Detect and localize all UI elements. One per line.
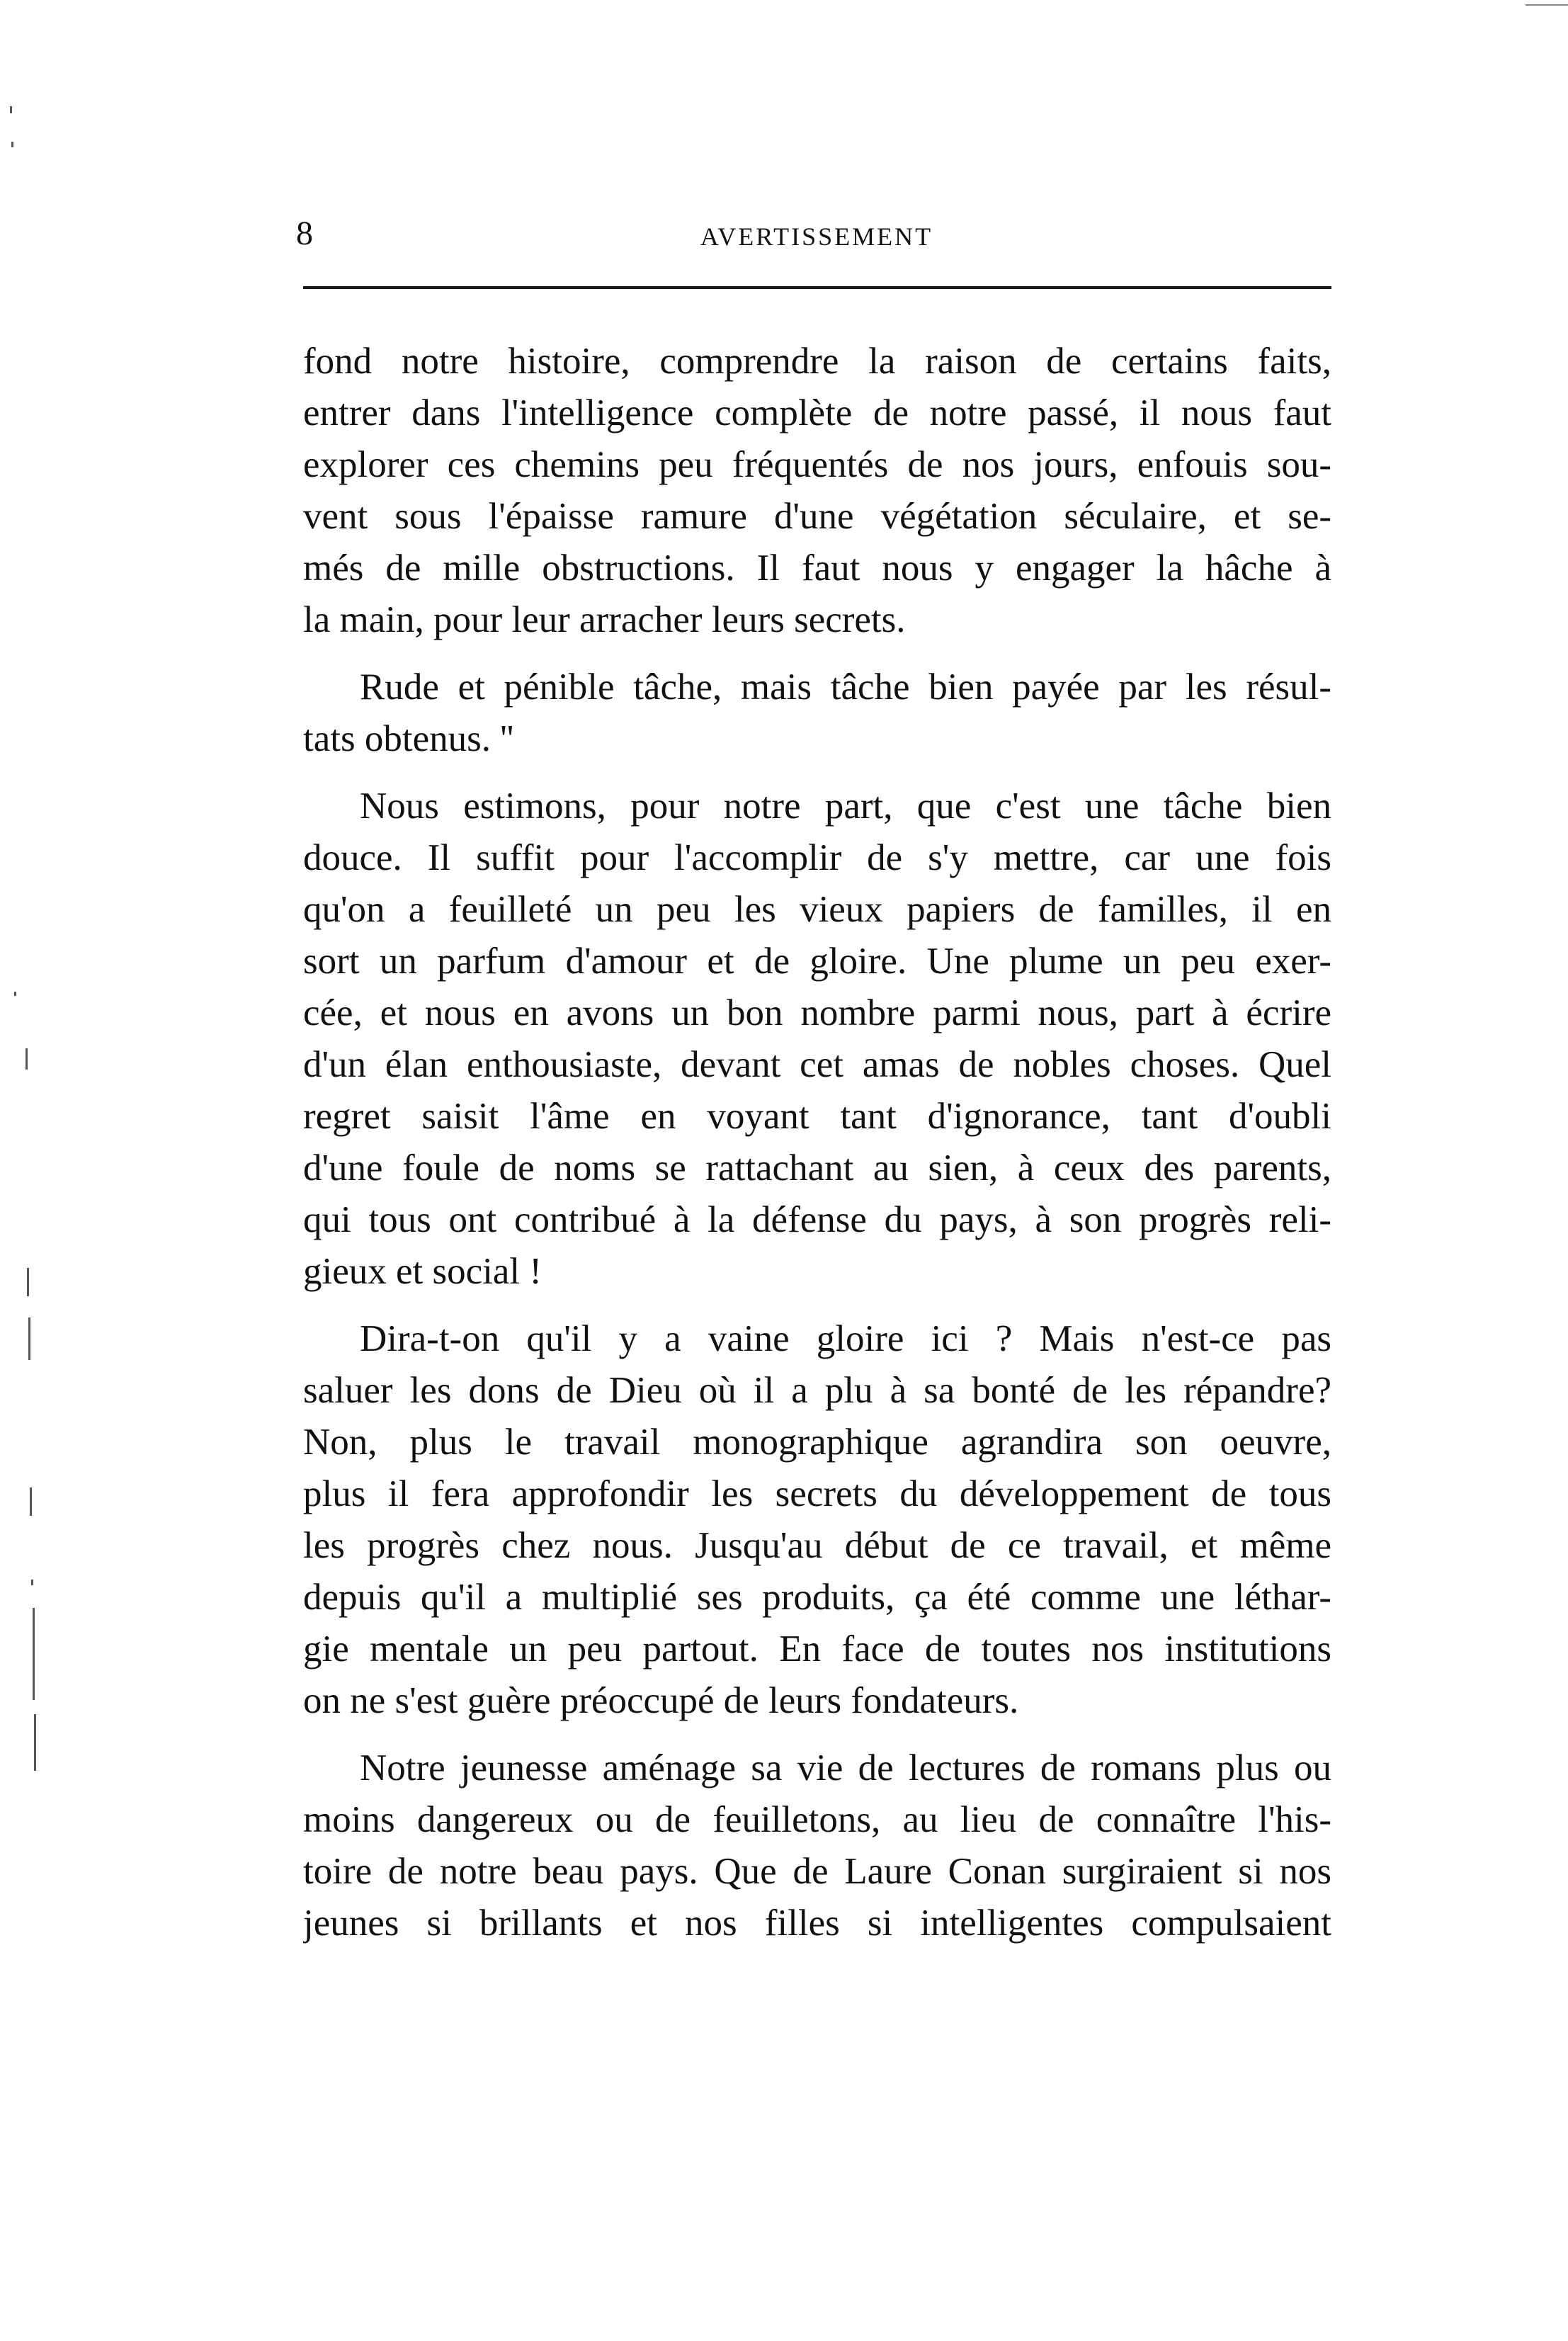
text-line: Non, plus le travail monographique agrandira son oeuvre, — [303, 1422, 1331, 1463]
text-line: plus il fera approfondir les secrets du développement de tous — [303, 1473, 1331, 1514]
body-text — [303, 336, 1331, 1965]
text-line: saluer les dons de Dieu où il a plu à sa bonté de les répandre? — [303, 1370, 1331, 1411]
text-line: més de mille obstructions. Il faut nous y engager la hâche à — [303, 548, 1331, 589]
paragraph — [303, 662, 1331, 765]
paragraph — [303, 336, 1331, 646]
paragraph — [303, 1313, 1331, 1727]
text-line: cée, et nous en avons un bon nombre parmi nous, part à écrire — [303, 992, 1331, 1033]
running-title: AVERTISSEMENT — [700, 222, 933, 251]
text-line: Notre jeunesse aménage sa vie de lectures de romans plus ou — [360, 1747, 1331, 1789]
text-line: d'un élan enthousiaste, devant cet amas de nobles choses. Quel — [303, 1044, 1331, 1085]
text-line: jeunes si brillants et nos filles si intelligentes compulsaient — [303, 1903, 1331, 1944]
text-line: douce. Il suffit pour l'accomplir de s'y mettre, car une fois — [303, 837, 1331, 878]
text-line: tats obtenus. '' — [303, 718, 514, 759]
text-line: vent sous l'épaisse ramure d'une végétation séculaire, et se- — [303, 496, 1331, 537]
scan-margin-specks — [0, 0, 42, 2341]
text-line: regret saisit l'âme en voyant tant d'ignorance, tant d'oubli — [303, 1096, 1331, 1137]
text-line: sort un parfum d'amour et de gloire. Une plume un peu exer- — [303, 941, 1331, 982]
text-line: la main, pour leur arracher leurs secrets. — [303, 599, 906, 640]
text-line: gie mentale un peu partout. En face de toutes nos institutions — [303, 1628, 1331, 1670]
header-rule — [303, 286, 1331, 289]
scan-corner-mark — [1526, 4, 1568, 6]
text-line: toire de notre beau pays. Que de Laure Conan surgiraient si nos — [303, 1851, 1331, 1892]
text-line: Nous estimons, pour notre part, que c'est une tâche bien — [360, 786, 1331, 827]
text-line: d'une foule de noms se rattachant au sien, à ceux des parents, — [303, 1147, 1331, 1189]
text-line: gieux et social ! — [303, 1251, 542, 1292]
page-number: 8 — [296, 215, 313, 252]
text-line: Dira-t-on qu'il y a vaine gloire ici ? Mais n'est-ce pas — [360, 1318, 1331, 1359]
paragraph — [303, 1742, 1331, 1949]
text-line: on ne s'est guère préoccupé de leurs fondateurs. — [303, 1680, 1019, 1721]
text-line: Rude et pénible tâche, mais tâche bien payée par les résul- — [360, 667, 1331, 708]
text-line: qui tous ont contribué à la défense du pays, à son progrès reli- — [303, 1199, 1331, 1240]
text-line: explorer ces chemins peu fréquentés de nos jours, enfouis sou- — [303, 444, 1331, 485]
page-header — [296, 212, 1337, 255]
text-line: moins dangereux ou de feuilletons, au lieu de connaître l'his- — [303, 1799, 1331, 1840]
text-line: depuis qu'il a multiplié ses produits, ça été comme une léthar- — [303, 1577, 1331, 1618]
text-line: qu'on a feuilleté un peu les vieux papiers de familles, il en — [303, 889, 1331, 930]
paragraph — [303, 781, 1331, 1298]
text-line: entrer dans l'intelligence complète de notre passé, il nous faut — [303, 392, 1331, 433]
text-line: fond notre histoire, comprendre la raison de certains faits, — [303, 341, 1331, 382]
text-line: les progrès chez nous. Jusqu'au début de ce travail, et même — [303, 1525, 1331, 1566]
